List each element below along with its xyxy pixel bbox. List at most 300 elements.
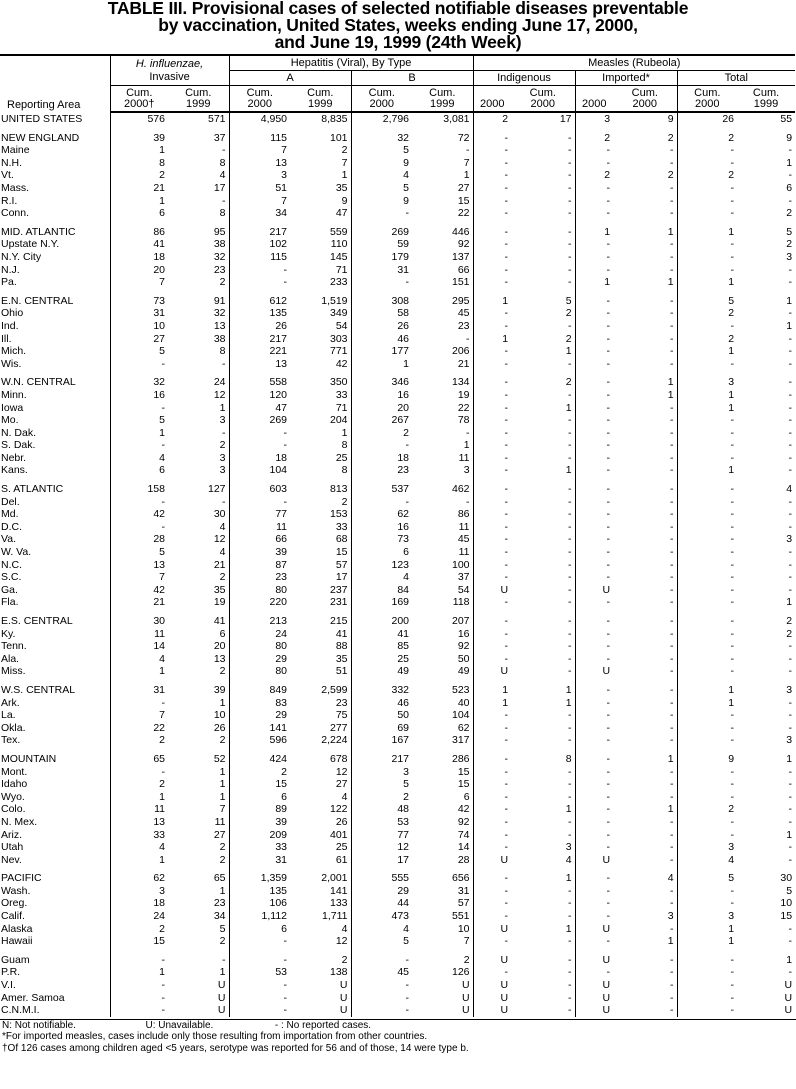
value-cell: 213 xyxy=(269,615,288,628)
value-cell: - xyxy=(788,966,793,979)
value-cell: - xyxy=(606,640,611,653)
value-cell: 126 xyxy=(412,966,473,979)
value-cell: - xyxy=(613,722,677,735)
reporting-area-cell: Idaho xyxy=(0,778,110,791)
value-cell: - xyxy=(613,452,677,465)
value-cell: 1,112 xyxy=(261,910,288,923)
value-cell: 49 xyxy=(397,665,410,678)
value-cell: - xyxy=(511,828,575,841)
value-cell: 2 xyxy=(728,169,735,182)
value-cell: 80 xyxy=(275,665,288,678)
value-cell: - xyxy=(511,195,575,208)
reporting-area-cell: Pa. xyxy=(0,276,110,289)
value-cell: 2 xyxy=(412,954,473,967)
value-cell: - xyxy=(412,144,473,157)
value-cell: 1 xyxy=(290,427,351,440)
legend-not-notifiable: N: Not notifiable. xyxy=(2,1019,76,1031)
value-cell: 39 xyxy=(275,815,288,828)
value-cell: 332 xyxy=(391,683,410,696)
reporting-area-cell: S. Dak. xyxy=(0,439,110,452)
value-cell: - xyxy=(788,583,793,596)
value-cell: 1,711 xyxy=(290,910,351,923)
value-cell: 115 xyxy=(270,250,288,263)
value-cell: 612 xyxy=(269,294,288,307)
value-cell: 1 xyxy=(613,276,677,289)
value-cell: 28 xyxy=(412,854,473,867)
value-cell: 1 xyxy=(786,319,793,332)
value-cell: - xyxy=(788,169,793,182)
reporting-area-cell: UNITED STATES xyxy=(0,112,110,126)
value-cell: - xyxy=(613,841,677,854)
value-cell: 46 xyxy=(397,696,410,709)
value-cell: 40 xyxy=(412,697,473,710)
value-cell: - xyxy=(504,640,509,653)
value-cell: 11 xyxy=(276,520,288,533)
value-cell: - xyxy=(161,357,165,370)
value-cell: - xyxy=(788,451,793,464)
value-cell: 29 xyxy=(275,709,288,722)
table-row xyxy=(0,910,795,923)
value-cell: - xyxy=(606,765,611,778)
value-cell: - xyxy=(168,358,229,371)
reporting-area-cell: Ark. xyxy=(0,697,110,710)
value-cell: 303 xyxy=(290,333,351,346)
reporting-area-cell: Colo. xyxy=(0,803,110,816)
table-row xyxy=(0,376,795,389)
value-cell: 9 xyxy=(786,131,793,144)
value-cell: - xyxy=(511,508,575,521)
value-cell: - xyxy=(504,884,509,897)
value-cell: 1 xyxy=(786,828,793,841)
value-cell: 141 xyxy=(269,721,288,734)
table-row xyxy=(0,665,795,678)
value-cell: 2 xyxy=(604,131,611,144)
value-cell: 74 xyxy=(412,828,473,841)
value-cell: 2,599 xyxy=(290,684,351,697)
value-cell: 17 xyxy=(168,182,229,195)
value-cell: - xyxy=(606,451,611,464)
value-cell: 59 xyxy=(397,238,410,251)
value-cell: 7 xyxy=(281,144,288,157)
value-cell: 92 xyxy=(412,238,473,251)
value-cell: - xyxy=(504,451,509,464)
table-row xyxy=(0,464,795,477)
value-cell: 1 xyxy=(613,389,677,402)
value-cell: 25 xyxy=(290,841,351,854)
table-row xyxy=(0,803,795,816)
reporting-area-cell: N.J. xyxy=(0,264,110,277)
value-cell: - xyxy=(504,263,509,276)
reporting-area-cell: Alaska xyxy=(0,923,110,936)
value-cell: - xyxy=(788,558,793,571)
value-cell: - xyxy=(504,828,509,841)
value-cell: 3 xyxy=(728,910,735,923)
value-cell: - xyxy=(168,427,229,440)
value-cell: 5 xyxy=(159,414,165,427)
value-cell: - xyxy=(511,238,575,251)
value-cell: - xyxy=(730,451,735,464)
value-cell: - xyxy=(504,131,509,144)
value-cell: 1 xyxy=(728,388,735,401)
table-row xyxy=(0,251,795,264)
reporting-area-cell: N.H. xyxy=(0,157,110,170)
value-cell: 22 xyxy=(412,401,473,414)
table-row xyxy=(0,954,795,967)
value-cell: 57 xyxy=(290,559,351,572)
column-header-6: Cum. 1999 xyxy=(412,86,473,113)
value-cell: - xyxy=(504,207,509,220)
value-cell: 49 xyxy=(412,665,473,678)
value-cell: 2 xyxy=(168,841,229,854)
value-cell: 221 xyxy=(269,345,288,358)
value-cell: - xyxy=(504,319,509,332)
value-cell: 32 xyxy=(153,376,165,389)
imported-header: Imported* xyxy=(575,71,677,86)
value-cell: 571 xyxy=(168,112,229,126)
table-row xyxy=(0,697,795,710)
value-cell: 5 xyxy=(403,935,410,948)
value-cell: 678 xyxy=(290,753,351,766)
total-header: Total xyxy=(677,71,795,86)
reporting-area-header: Reporting Area xyxy=(0,55,110,112)
value-cell: 7 xyxy=(159,709,165,722)
value-cell: - xyxy=(511,496,575,509)
value-cell: 30 xyxy=(780,872,793,885)
table-row xyxy=(0,276,795,289)
reporting-area-cell: Ariz. xyxy=(0,828,110,841)
value-cell: 45 xyxy=(412,533,473,546)
value-cell: - xyxy=(168,144,229,157)
value-cell: 41 xyxy=(168,615,229,628)
value-cell: 5 xyxy=(403,144,410,157)
value-cell: - xyxy=(606,546,611,559)
value-cell: - xyxy=(730,828,735,841)
value-cell: - xyxy=(283,991,288,1004)
value-cell: 41 xyxy=(397,627,410,640)
value-cell: - xyxy=(606,182,611,195)
table-row xyxy=(0,521,795,534)
value-cell: - xyxy=(504,388,509,401)
value-cell: - xyxy=(606,207,611,220)
value-cell: - xyxy=(504,615,509,628)
table-row xyxy=(0,584,795,597)
value-cell: 6 xyxy=(159,464,165,477)
value-cell: - xyxy=(613,358,677,371)
value-cell: 209 xyxy=(269,828,288,841)
value-cell: 10 xyxy=(780,897,793,910)
value-cell: - xyxy=(788,307,793,320)
reporting-area-cell: Amer. Samoa xyxy=(0,992,110,1005)
value-cell: 401 xyxy=(290,828,351,841)
value-cell: 87 xyxy=(275,558,288,571)
reporting-area-cell: Del. xyxy=(0,496,110,509)
value-cell: 3 xyxy=(786,250,793,263)
value-cell: U xyxy=(500,1004,509,1017)
value-cell: 39 xyxy=(275,546,288,559)
value-cell: U xyxy=(290,992,351,1005)
value-cell: - xyxy=(405,276,410,289)
value-cell: - xyxy=(405,991,410,1004)
table-row xyxy=(0,571,795,584)
value-cell: - xyxy=(788,853,793,866)
value-cell: - xyxy=(613,307,677,320)
value-cell: - xyxy=(606,752,611,765)
table-row xyxy=(0,935,795,948)
value-cell: - xyxy=(511,910,575,923)
value-cell: 20 xyxy=(397,401,410,414)
value-cell: - xyxy=(511,144,575,157)
reporting-area-cell: La. xyxy=(0,709,110,722)
table-row xyxy=(0,854,795,867)
value-cell: - xyxy=(511,791,575,804)
reporting-area-cell: Md. xyxy=(0,508,110,521)
value-cell: 2 xyxy=(281,765,288,778)
value-cell: - xyxy=(730,319,735,332)
value-cell: 1 xyxy=(159,194,165,207)
value-cell: 6 xyxy=(281,790,288,803)
value-cell: - xyxy=(283,276,288,289)
value-cell: 537 xyxy=(391,483,410,496)
table-row xyxy=(0,979,795,992)
table-row xyxy=(0,923,795,936)
value-cell: 34 xyxy=(275,207,288,220)
value-cell: - xyxy=(606,683,611,696)
value-cell: 8 xyxy=(290,464,351,477)
value-cell: 1 xyxy=(168,401,229,414)
value-cell: 23 xyxy=(168,897,229,910)
table-row xyxy=(0,791,795,804)
value-cell: - xyxy=(511,778,575,791)
table-row xyxy=(0,195,795,208)
table-row xyxy=(0,533,795,546)
value-cell: 16 xyxy=(153,388,165,401)
legend-no-cases: - : No reported cases. xyxy=(274,1019,372,1031)
column-header-5: Cum. 2000 xyxy=(351,86,412,113)
table-row xyxy=(0,734,795,747)
value-cell: 2 xyxy=(168,276,229,289)
value-cell: 12 xyxy=(290,766,351,779)
value-cell: - xyxy=(613,546,677,559)
reporting-area-cell: Tenn. xyxy=(0,640,110,653)
value-cell: 1 xyxy=(786,953,793,966)
value-cell: - xyxy=(504,778,509,791)
value-cell: - xyxy=(511,389,575,402)
value-cell: 28 xyxy=(153,533,165,546)
value-cell: 24 xyxy=(275,627,288,640)
table-row xyxy=(0,615,795,628)
value-cell: 95 xyxy=(168,226,229,239)
value-cell: - xyxy=(511,979,575,992)
value-cell: 13 xyxy=(275,357,288,370)
value-cell: 35 xyxy=(290,182,351,195)
value-cell: 68 xyxy=(290,533,351,546)
value-cell: 2 xyxy=(613,132,677,145)
value-cell: 42 xyxy=(412,803,473,816)
value-cell: - xyxy=(606,721,611,734)
value-cell: - xyxy=(788,388,793,401)
value-cell: - xyxy=(606,910,611,923)
value-cell: - xyxy=(511,157,575,170)
value-cell: 4 xyxy=(613,872,677,885)
value-cell: - xyxy=(730,583,735,596)
value-cell: 4 xyxy=(290,923,351,936)
value-cell: 2 xyxy=(502,113,509,126)
value-cell: 4 xyxy=(168,169,229,182)
value-cell: 35 xyxy=(168,584,229,597)
reporting-area-cell: E.S. CENTRAL xyxy=(0,615,110,628)
value-cell: 1 xyxy=(412,439,473,452)
value-cell: - xyxy=(511,207,575,220)
column-header-4: Cum. 1999 xyxy=(290,86,351,113)
value-cell: - xyxy=(606,194,611,207)
value-cell: 32 xyxy=(168,251,229,264)
indigenous-header: Indigenous xyxy=(473,71,575,86)
value-cell: 86 xyxy=(412,508,473,521)
value-cell: - xyxy=(788,345,793,358)
table-row xyxy=(0,722,795,735)
value-cell: 25 xyxy=(290,452,351,465)
value-cell: - xyxy=(788,144,793,157)
value-cell: - xyxy=(504,401,509,414)
value-cell: - xyxy=(504,752,509,765)
value-cell: 33 xyxy=(290,521,351,534)
value-cell: - xyxy=(283,263,288,276)
reporting-area-cell: Kans. xyxy=(0,464,110,477)
value-cell: - xyxy=(788,376,793,389)
reporting-area-cell: N.Y. City xyxy=(0,251,110,264)
value-cell: - xyxy=(730,533,735,546)
value-cell: 3 xyxy=(168,464,229,477)
value-cell: - xyxy=(613,816,677,829)
value-cell: 45 xyxy=(397,966,410,979)
value-cell: 1 xyxy=(168,778,229,791)
value-cell: 5 xyxy=(786,225,793,238)
value-cell: 308 xyxy=(391,294,410,307)
value-cell: - xyxy=(511,966,575,979)
value-cell: 4,950 xyxy=(260,113,288,126)
value-cell: 349 xyxy=(290,307,351,320)
value-cell: 86 xyxy=(153,225,165,238)
value-cell: - xyxy=(405,953,410,966)
value-cell: 27 xyxy=(412,182,473,195)
value-cell: 73 xyxy=(397,533,410,546)
table-row xyxy=(0,496,795,509)
value-cell: - xyxy=(613,640,677,653)
value-cell: 217 xyxy=(391,752,410,765)
reporting-area-cell: MOUNTAIN xyxy=(0,753,110,766)
value-cell: 4 xyxy=(168,546,229,559)
value-cell: 18 xyxy=(153,897,165,910)
title-line-3: and June 19, 1999 (24th Week) xyxy=(274,32,522,52)
value-cell: - xyxy=(606,734,611,747)
value-cell: 1 xyxy=(786,156,793,169)
value-cell: 6 xyxy=(403,546,410,559)
value-cell: - xyxy=(613,521,677,534)
value-cell: 72 xyxy=(412,132,473,145)
value-cell: - xyxy=(412,427,473,440)
value-cell: 1 xyxy=(502,294,509,307)
table-row xyxy=(0,778,795,791)
value-cell: 20 xyxy=(168,640,229,653)
value-cell: - xyxy=(788,935,793,948)
value-cell: 1 xyxy=(511,697,575,710)
column-header-12: Cum. 1999 xyxy=(737,86,795,113)
column-header-10: Cum. 2000 xyxy=(613,86,677,113)
value-cell: 26 xyxy=(290,816,351,829)
value-cell: 51 xyxy=(290,665,351,678)
value-cell: - xyxy=(606,345,611,358)
value-cell: - xyxy=(511,439,575,452)
value-cell: 23 xyxy=(275,571,288,584)
value-cell: 3 xyxy=(168,452,229,465)
value-cell: - xyxy=(613,427,677,440)
value-cell: 5 xyxy=(168,923,229,936)
value-cell: U xyxy=(412,1004,473,1017)
value-cell: 13 xyxy=(168,653,229,666)
value-cell: 1 xyxy=(159,790,165,803)
value-cell: 21 xyxy=(168,559,229,572)
value-cell: 16 xyxy=(412,628,473,641)
value-cell: 576 xyxy=(147,113,165,126)
value-cell: U xyxy=(602,922,611,935)
value-cell: - xyxy=(511,734,575,747)
value-cell: - xyxy=(504,276,509,289)
value-cell: - xyxy=(511,414,575,427)
value-cell: 39 xyxy=(153,131,165,144)
value-cell: 17 xyxy=(290,571,351,584)
value-cell: 9 xyxy=(403,156,410,169)
value-cell: 17 xyxy=(511,112,575,126)
reporting-area-cell: Ga. xyxy=(0,584,110,597)
value-cell: 1 xyxy=(159,665,165,678)
value-cell: 3 xyxy=(159,884,165,897)
table-row xyxy=(0,358,795,371)
value-cell: 66 xyxy=(275,533,288,546)
reporting-area-cell: Ind. xyxy=(0,320,110,333)
value-cell: - xyxy=(412,496,473,509)
value-cell: 30 xyxy=(168,508,229,521)
value-cell: - xyxy=(613,628,677,641)
value-cell: 2 xyxy=(168,665,229,678)
value-cell: - xyxy=(730,1004,735,1017)
value-cell: - xyxy=(504,194,509,207)
value-cell: - xyxy=(613,238,677,251)
value-cell: 2,796 xyxy=(382,113,410,126)
value-cell: 2 xyxy=(159,734,165,747)
column-header-2: Cum. 1999 xyxy=(168,86,229,113)
value-cell: - xyxy=(504,910,509,923)
value-cell: 8 xyxy=(290,439,351,452)
footnote-dagger: †Of 126 cases among children aged <5 years, serotype was reported for 56 and of those, 14 were type b. xyxy=(2,1042,469,1054)
value-cell: - xyxy=(613,697,677,710)
value-cell: 2 xyxy=(786,615,793,628)
table-row xyxy=(0,345,795,358)
value-cell: 6 xyxy=(168,628,229,641)
value-cell: - xyxy=(788,332,793,345)
reporting-area-cell: Guam xyxy=(0,954,110,967)
table-row xyxy=(0,439,795,452)
table-row xyxy=(0,885,795,898)
value-cell: 5 xyxy=(403,182,410,195)
value-cell: 120 xyxy=(269,388,288,401)
value-cell: - xyxy=(606,696,611,709)
value-cell: U xyxy=(602,853,611,866)
value-cell: - xyxy=(613,584,677,597)
value-cell: - xyxy=(788,495,793,508)
table-row xyxy=(0,207,795,220)
table-header xyxy=(0,55,795,112)
value-cell: - xyxy=(788,571,793,584)
